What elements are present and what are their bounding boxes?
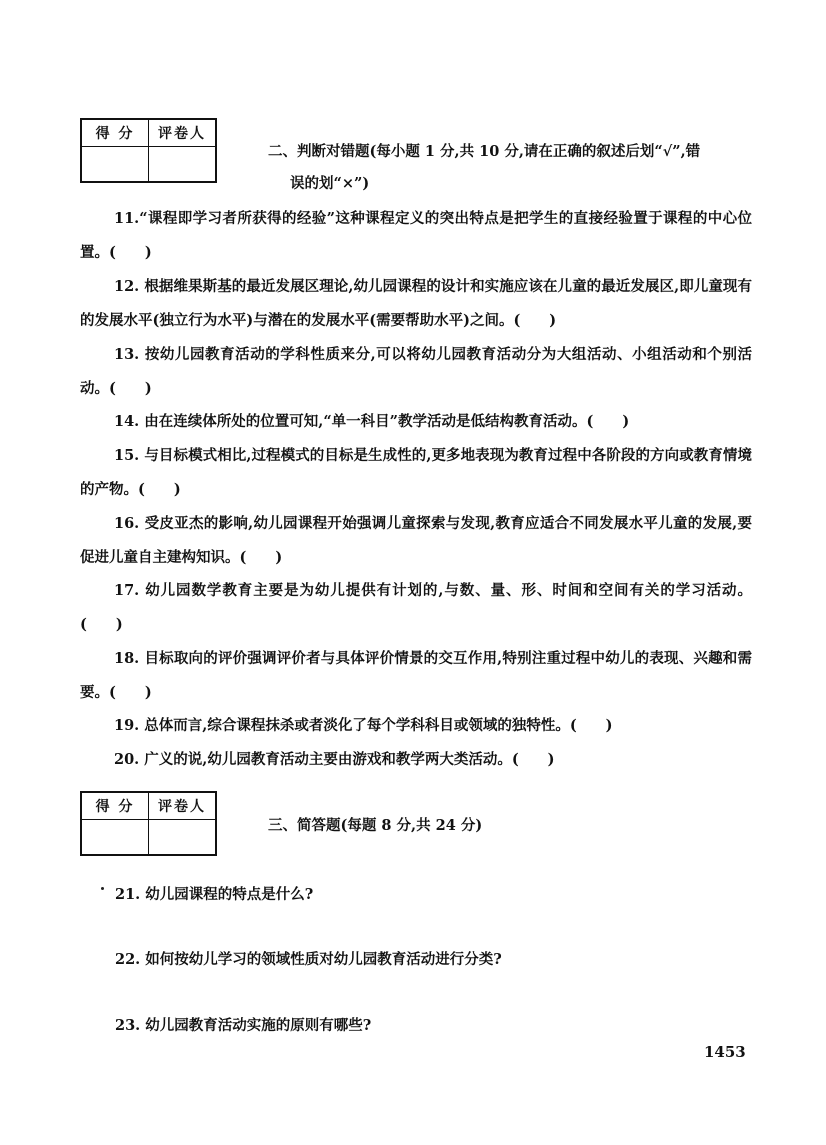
question-11: 11.“课程即学习者所获得的经验”这种课程定义的突出特点是把学生的直接经验置于课程的中心位置。( ) [80, 210, 752, 261]
question-17: 17. 幼儿园数学教育主要是为幼儿提供有计划的,与数、量、形、时间和空间有关的学习活动。( ) [80, 582, 752, 633]
question-19: 19. 总体而言,综合课程抹杀或者淡化了每个学科科目或领域的独特性。( ) [114, 717, 613, 734]
question-12: 12. 根据维果斯基的最近发展区理论,幼儿园课程的设计和实施应该在儿童的最近发展区,即儿童现有的发展水平(独立行为水平)与潜在的发展水平(需要帮助水平)之间。( ) [80, 278, 752, 329]
score-cell[interactable] [81, 147, 149, 183]
question-22: 22. 如何按幼儿学习的领域性质对幼儿园教育活动进行分类? [115, 951, 502, 968]
question-15: 15. 与目标模式相比,过程模式的目标是生成性的,更多地表现为教育过程中各阶段的方向或教育情境的产物。( ) [80, 447, 752, 498]
page-number: 1453 [704, 1043, 746, 1061]
grader-label: 评卷人 [149, 119, 217, 147]
question-13: 13. 按幼儿园教育活动的学科性质来分,可以将幼儿园教育活动分为大组活动、小组活动和个别活动。( ) [80, 346, 752, 397]
score-box-section2 [80, 118, 217, 183]
question-23: 23. 幼儿园教育活动实施的原则有哪些? [115, 1017, 372, 1034]
grader-label: 评卷人 [149, 792, 217, 820]
section3-title: 三、简答题(每题 8 分,共 24 分) [268, 817, 483, 834]
question-18: 18. 目标取向的评价强调评价者与具体评价情景的交互作用,特别注重过程中幼儿的表现、兴趣和需要。( ) [80, 650, 752, 701]
grader-cell[interactable] [149, 820, 217, 856]
question-14: 14. 由在连续体所处的位置可知,“单一科目”教学活动是低结构教育活动。( ) [114, 413, 630, 430]
stray-dot [101, 887, 104, 890]
question-20: 20. 广义的说,幼儿园教育活动主要由游戏和教学两大类活动。( ) [114, 751, 555, 768]
score-cell[interactable] [81, 820, 149, 856]
score-label: 得 分 [81, 119, 149, 147]
grader-cell[interactable] [149, 147, 217, 183]
question-21: 21. 幼儿园课程的特点是什么? [115, 886, 314, 903]
section2-title-line1: 二、判断对错题(每小题 1 分,共 10 分,请在正确的叙述后划“√”,错 [268, 143, 701, 160]
score-label: 得 分 [81, 792, 149, 820]
score-box-section3 [80, 791, 217, 856]
question-16: 16. 受皮亚杰的影响,幼儿园课程开始强调儿童探索与发现,教育应适合不同发展水平儿童的发展,要促进儿童自主建构知识。( ) [80, 515, 752, 566]
section2-title-line2: 误的划“×”) [290, 175, 370, 192]
